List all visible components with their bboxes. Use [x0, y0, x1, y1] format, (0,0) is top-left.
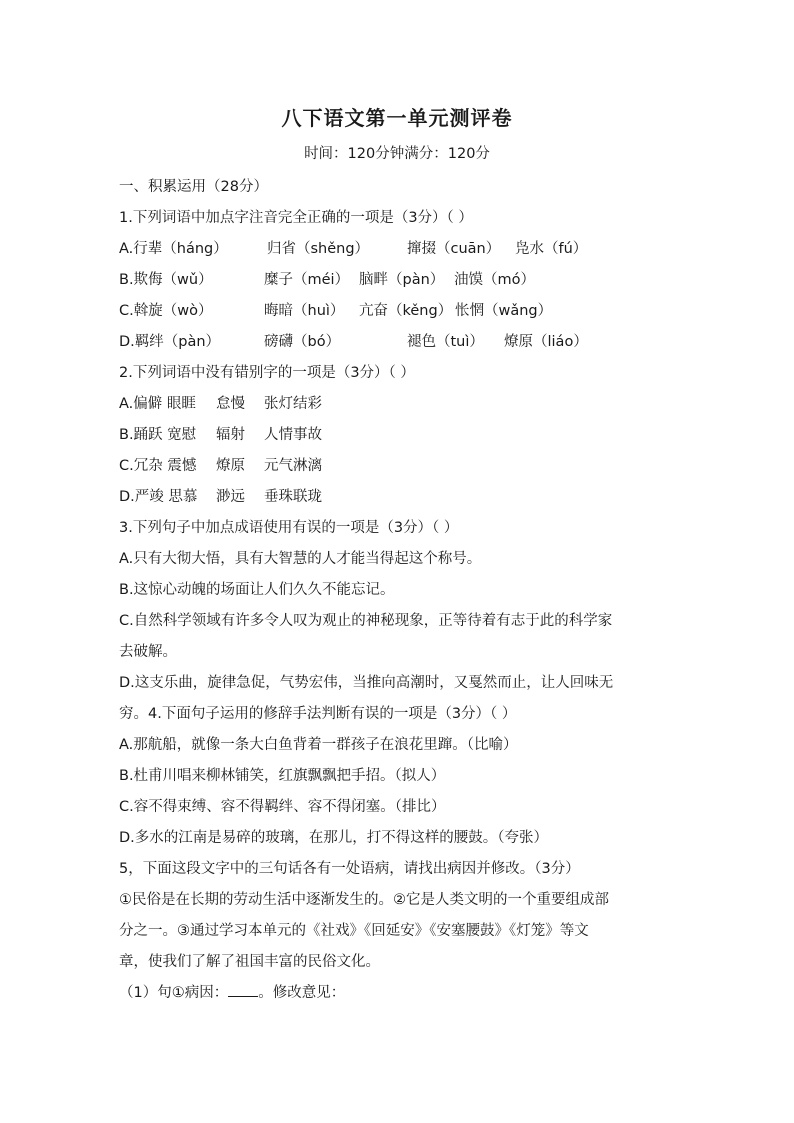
question-1-option-d — [119, 327, 684, 358]
question-5-passage-line2: 分之一。③通过学习本单元的《社戏》《回延安》《安塞腰鼓》《灯笼》等文 — [119, 923, 589, 939]
option-word: 褪色（tuì） — [407, 334, 484, 350]
option-word: C.冗杂 震憾 — [119, 458, 197, 474]
question-4-option-c: C.容不得束缚、容不得羁绊、容不得闭塞。（排比） — [119, 799, 446, 815]
question-3-option-c-line1: C.自然科学领域有许多令人叹为观止的神秘现象，正等待着有志于此的科学家 — [119, 613, 613, 629]
option-word: 怅惘（wǎng） — [455, 303, 553, 319]
question-2-option-d — [119, 482, 684, 513]
question-2-option-c — [119, 451, 684, 482]
exam-info: 时间：120分钟满分：120分 — [304, 146, 490, 162]
option-word: 人情事故 — [264, 427, 322, 443]
question-2-stem: 2.下列词语中没有错别字的一项是（3分）（ ） — [119, 365, 415, 381]
section-heading: 一、积累运用（28分） — [119, 179, 268, 195]
question-2-option-b — [119, 420, 684, 451]
option-word: 亢奋（kěng） — [359, 303, 453, 319]
option-word: 张灯结彩 — [264, 396, 322, 412]
option-word: A.行辈（háng） — [119, 241, 228, 257]
option-word: C.斡旋（wò） — [119, 303, 213, 319]
question-1-option-a — [119, 234, 684, 265]
question-1-option-b — [119, 265, 684, 296]
question-4-option-a: A.那航船，就像一条大白鱼背着一群孩子在浪花里蹿。（比喻） — [119, 737, 518, 753]
document-body — [119, 172, 684, 1009]
option-word: 糜子（méi） — [264, 272, 350, 288]
subquestion-suffix: 。修改意见： — [258, 985, 346, 1001]
option-word: 油馍（mó） — [454, 272, 535, 288]
answer-blank[interactable] — [228, 980, 258, 997]
question-5-stem: 5，下面这段文字中的三句话各有一处语病，请找出病因并修改。（3分） — [119, 861, 580, 877]
question-3-stem: 3.下列句子中加点成语使用有误的一项是（3分）（ ） — [119, 520, 459, 536]
question-5-passage-line3: 章，使我们了解了祖国丰富的民俗文化。 — [119, 954, 380, 970]
question-3-option-d-line2: 穷。4.下面句子运用的修辞手法判断有误的一项是（3分）（ ） — [119, 706, 517, 722]
option-word: 脑畔（pàn） — [359, 272, 445, 288]
subquestion-prefix: （1）句①病因： — [119, 985, 229, 1001]
question-3-option-c-line2: 去破解。 — [119, 644, 177, 660]
option-word: 渺远 — [216, 489, 245, 505]
question-3-option-a: A.只有大彻大悟，具有大智慧的人才能当得起这个称号。 — [119, 551, 482, 567]
question-5-subquestion-1 — [119, 978, 684, 1009]
question-1-option-c — [119, 296, 684, 327]
option-word: 辐射 — [216, 427, 245, 443]
option-word: A.偏僻 眼睚 — [119, 396, 196, 412]
option-word: 归省（shěng） — [267, 241, 370, 257]
question-1-stem: 1.下列词语中加点字注音完全正确的一项是（3分）（ ） — [119, 210, 473, 226]
option-word: D.严竣 思慕 — [119, 489, 198, 505]
option-word: 垂珠联珑 — [264, 489, 322, 505]
question-4-option-b: B.杜甫川唱来柳林铺笑，红旗飘飘把手招。（拟人） — [119, 768, 446, 784]
option-word: 撺掇（cuān） — [407, 241, 501, 257]
option-word: B.欺侮（wǔ） — [119, 272, 213, 288]
question-3-option-b: B.这惊心动魄的场面让人们久久不能忘记。 — [119, 582, 395, 598]
question-5-passage-line1: ①民俗是在长期的劳动生活中逐渐发生的。②它是人类文明的一个重要组成部 — [119, 892, 609, 908]
question-3-option-d-line1: D.这支乐曲，旋律急促，气势宏伟，当推向高潮时，又戛然而止，让人回味无 — [119, 675, 614, 691]
option-word: 元气淋漓 — [264, 458, 322, 474]
option-word: B.踊跃 宽慰 — [119, 427, 197, 443]
option-word: 凫水（fú） — [515, 241, 588, 257]
option-word: 怠慢 — [216, 396, 245, 412]
option-word: 燎原 — [216, 458, 245, 474]
page-title: 八下语文第一单元测评卷 — [281, 106, 513, 130]
option-word: 燎原（liáo） — [504, 334, 588, 350]
option-word: 晦暗（huì） — [264, 303, 345, 319]
question-2-option-a — [119, 389, 684, 420]
question-4-option-d: D.多水的江南是易碎的玻璃，在那儿，打不得这样的腰鼓。（夸张） — [119, 830, 549, 846]
option-word: D.羁绊（pàn） — [119, 334, 221, 350]
option-word: 磅礴（bó） — [264, 334, 341, 350]
